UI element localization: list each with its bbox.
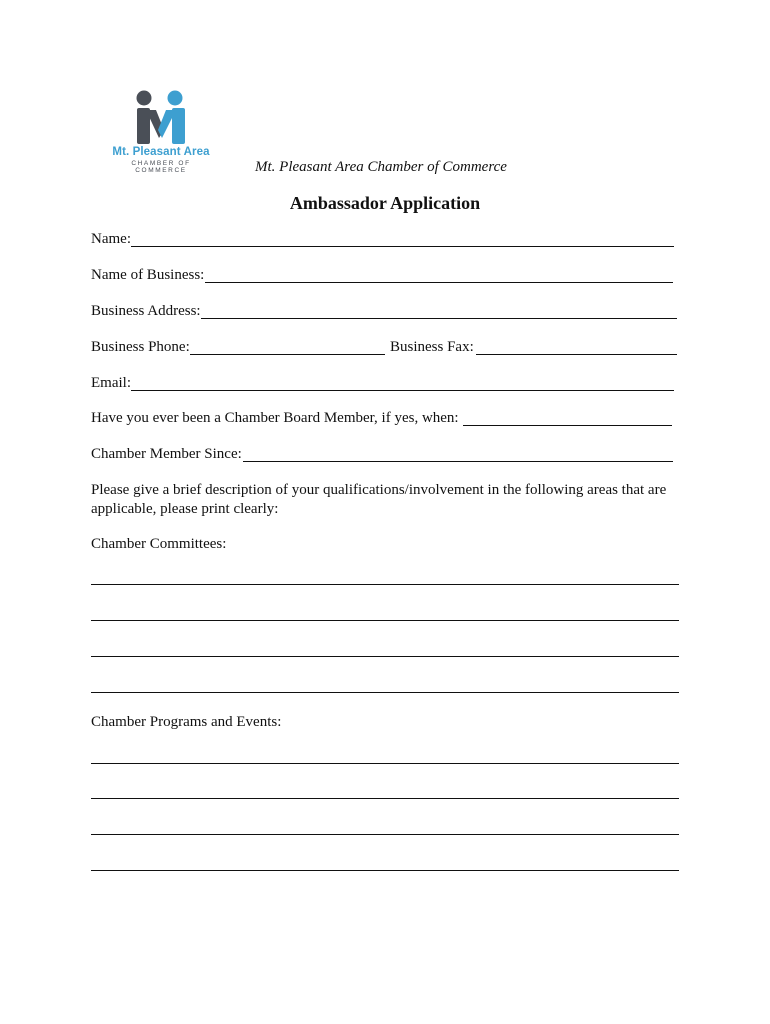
committees-line-3[interactable] xyxy=(91,656,679,657)
member-since-label: Chamber Member Since: xyxy=(91,446,242,462)
business-address-label: Business Address: xyxy=(91,303,201,319)
business-phone-row xyxy=(91,339,190,359)
business-address-row xyxy=(91,303,201,323)
board-member-field[interactable] xyxy=(463,425,672,426)
business-phone-field[interactable] xyxy=(190,354,385,355)
business-fax-label: Business Fax: xyxy=(390,339,474,355)
form-title: Ambassador Application xyxy=(289,193,481,213)
committees-line-1[interactable] xyxy=(91,584,679,585)
board-member-row xyxy=(91,410,459,430)
member-since-row xyxy=(91,446,242,466)
board-member-label: Have you ever been a Chamber Board Member, if yes, when: xyxy=(91,410,459,426)
logo-name: Mt. Pleasant Area xyxy=(112,146,210,158)
programs-line-3[interactable] xyxy=(91,834,679,835)
organization-name: Mt. Pleasant Area Chamber of Commerce xyxy=(255,159,507,175)
business-name-label: Name of Business: xyxy=(91,267,205,283)
business-name-row xyxy=(91,267,204,287)
programs-line-2[interactable] xyxy=(91,798,679,799)
business-fax-field[interactable] xyxy=(476,354,677,355)
business-address-field[interactable] xyxy=(201,318,677,319)
chamber-logo xyxy=(104,90,218,174)
programs-line-4[interactable] xyxy=(91,870,679,871)
programs-heading: Chamber Programs and Events: xyxy=(91,714,282,730)
committees-line-2[interactable] xyxy=(91,620,679,621)
member-since-field[interactable] xyxy=(243,461,673,462)
committees-heading: Chamber Committees: xyxy=(91,536,227,552)
name-field[interactable] xyxy=(131,246,674,247)
name-row xyxy=(91,231,131,251)
name-label: Name: xyxy=(91,231,131,247)
business-phone-label: Business Phone: xyxy=(91,339,190,355)
email-label: Email: xyxy=(91,375,131,391)
business-fax-row xyxy=(390,339,474,359)
email-field[interactable] xyxy=(131,390,674,391)
logo-subtitle: CHAMBER OF COMMERCE xyxy=(131,160,191,174)
committees-line-4[interactable] xyxy=(91,692,679,693)
instructions-text: Please give a brief description of your qualifications/involvement in the following areas that are applicable, please print clearly: xyxy=(91,482,667,517)
m-figures-logo-icon xyxy=(130,90,192,146)
programs-line-1[interactable] xyxy=(91,763,679,764)
email-row xyxy=(91,375,131,395)
business-name-field[interactable] xyxy=(205,282,673,283)
